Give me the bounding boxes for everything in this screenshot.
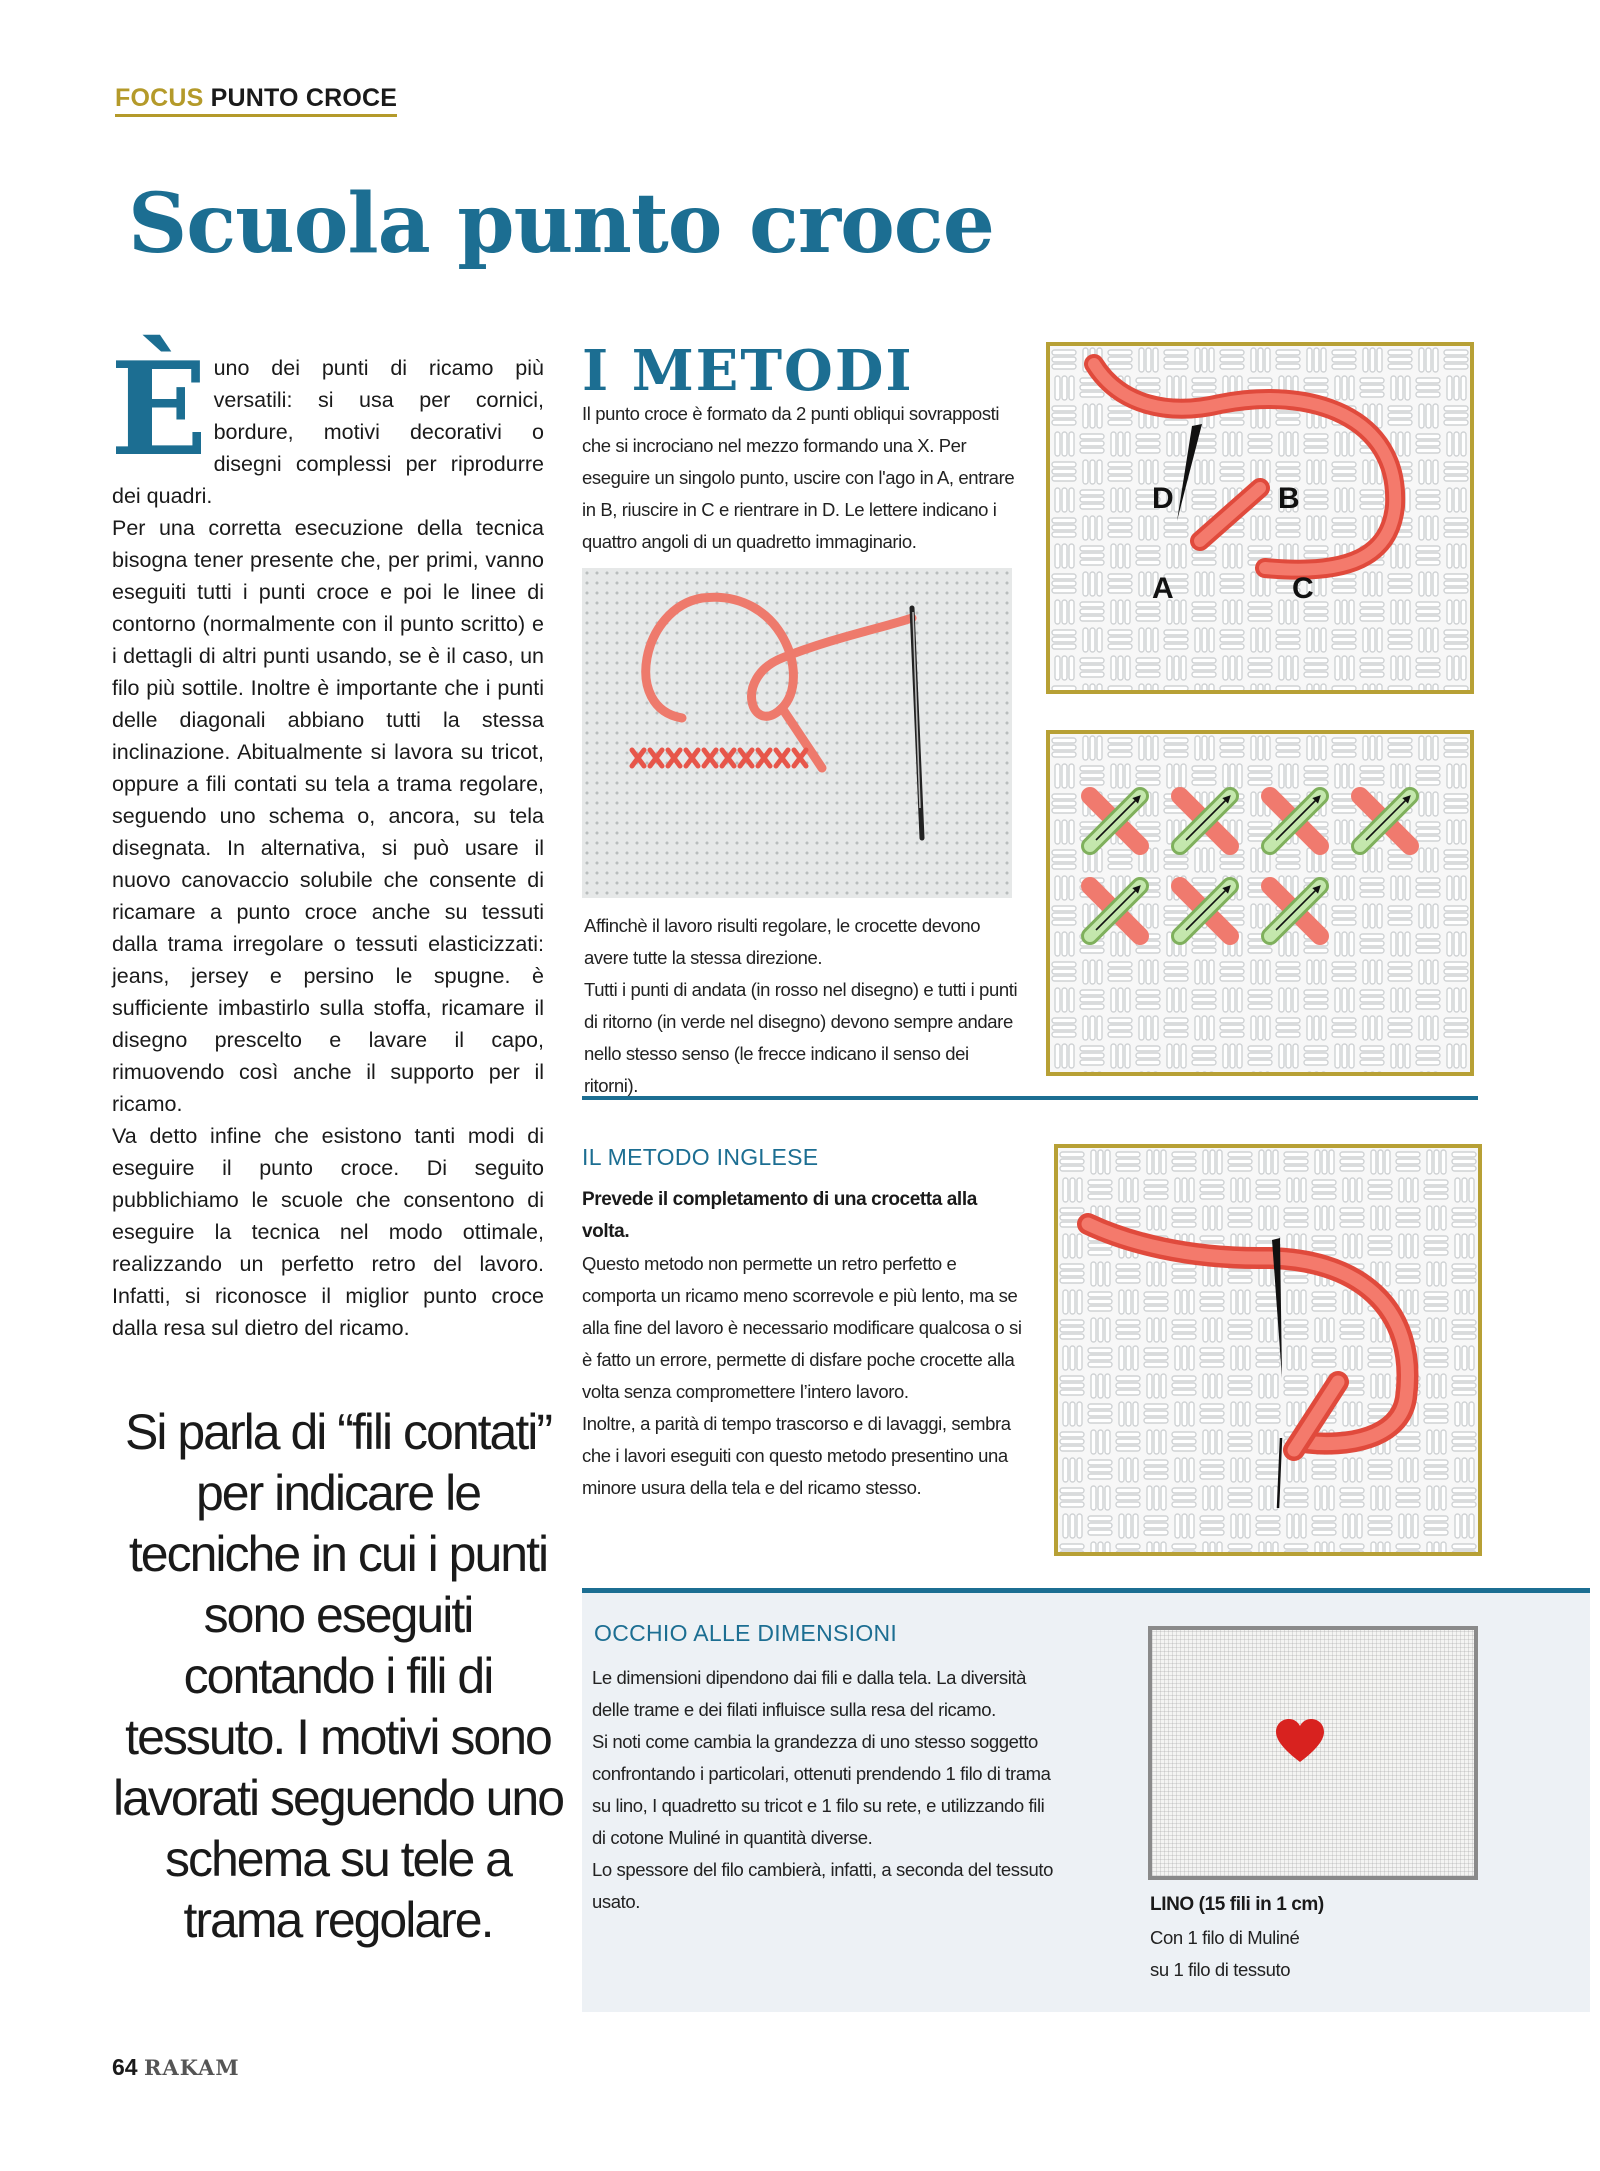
label-c: C	[1292, 572, 1314, 605]
inglese-text-2: Inoltre, a parità di tempo trascorso e di lavaggi, sembra che i lavori eseguiti con questo metodo presentino una minore usura della tela e del ricamo stesso.	[582, 1413, 1011, 1498]
intro-paragraph: uno dei punti di ricamo più versatili: si usa per cornici, bordure, motivi decorativi o disegni complessi per riprodurre dei quadri.	[112, 356, 544, 508]
embroidery-photo	[582, 568, 1012, 898]
inglese-title: IL METODO INGLESE	[582, 1144, 819, 1170]
english-method-graphic	[1058, 1148, 1478, 1552]
inglese-subtitle: Prevede il completamento di una crocetta alla volta.	[582, 1189, 977, 1242]
info-box-rule	[582, 1588, 1590, 1593]
label-b: B	[1278, 482, 1300, 515]
intro-text	[110, 335, 544, 1344]
dropcap: È	[110, 335, 208, 485]
inglese-text-1: Questo metodo non permette un retro perfetto e comporta un ricamo meno scorrevole e più lento, ma se alla fine del lavoro è necessario modificare qualcosa o si è fatto un errore, permette di disfare poche crocette alla volta senza compromettere l’intero lavoro.	[582, 1253, 1022, 1402]
intro-body-2: Va detto infine che esistono tanti modi di eseguire il punto croce. Di seguito pubblichiamo le scuole che consentono di eseguire la tecnica nel modo ottimale, realizzando un perfetto retro del lavoro. Infatti, si riconosce il miglior punto croce dalla resa sul dietro del ricamo.	[112, 1124, 544, 1340]
dimensioni-title: OCCHIO ALLE DIMENSIONI	[594, 1620, 898, 1646]
label-d: D	[1152, 482, 1174, 515]
kicker-rule	[115, 114, 397, 117]
label-a: A	[1152, 572, 1174, 605]
english-method-diagram	[1054, 1144, 1482, 1556]
embroidery-photo-illustration	[582, 568, 1012, 898]
metodi-caption-2: Tutti i punti di andata (in rosso nel disegno) e tutti i punti di ritorno (in verde nel disegno) devono sempre andare nello stesso senso (le frecce indicano il senso dei ritorni).	[584, 979, 1018, 1096]
dimensioni-text	[592, 1662, 1054, 1918]
metodi-caption-1: Affinchè il lavoro risulti regolare, le crocette devono avere tutte la stessa direzione.	[584, 915, 981, 968]
stitch-diagram-abcd-graphic	[1050, 346, 1470, 690]
lino-caption-title: LINO (15 fili in 1 cm)	[1150, 1894, 1324, 1915]
page-title: Scuola punto croce	[128, 176, 994, 272]
kicker-colored: FOCUS	[115, 84, 204, 112]
stitch-diagram-abcd	[1046, 342, 1474, 694]
stitch-direction-diagram	[1046, 730, 1474, 1076]
dimensioni-text-1: Le dimensioni dipendono dai fili e dalla tela. La diversità delle trame e dei filati influisce sulla resa del ricamo.	[592, 1667, 1027, 1720]
metodi-caption	[584, 910, 1024, 1102]
metodi-text: Il punto croce è formato da 2 punti obliqui sovrapposti che si incrociano nel mezzo formando una X. Per eseguire un singolo punto, uscire con l'ago in A, entrare in B, riuscire in C e rientrare in D. Le lettere indicano i quattro angoli di un quadretto immaginario.	[582, 403, 1015, 552]
pull-quote: Si parla di “fili contati” per indicare le tecniche in cui i punti sono eseguiti contando i fili di tessuto. I motivi sono lavorati seguendo uno schema su tele a trama regolare.	[112, 1404, 564, 1948]
inglese-text	[582, 1248, 1022, 1504]
page-number: 64	[112, 2054, 138, 2080]
section-divider	[582, 1096, 1478, 1100]
magazine-name: RAKAM	[143, 2055, 240, 2080]
kicker-plain: PUNTO CROCE	[210, 84, 398, 112]
heart-icon	[1152, 1630, 1474, 1876]
lino-caption-line-2: su 1 filo di tessuto	[1150, 1959, 1291, 1980]
page-footer	[112, 2054, 240, 2081]
dimensioni-text-3: Lo spessore del filo cambierà, infatti, a seconda del tessuto usato.	[592, 1859, 1053, 1912]
section-kicker	[115, 84, 397, 113]
metodi-title: I METODI	[582, 338, 914, 404]
lino-caption-line-1: Con 1 filo di Muliné	[1150, 1927, 1300, 1948]
intro-body: Per una corretta esecuzione della tecnica bisogna tener presente che, per primi, vanno eseguiti tutti i punti croce e poi le linee di contorno (normalmente con il punto scritto) e i dettagli di altri punti usando, se è il caso, un filo più sottile. Inoltre è importante che i punti delle diagonali abbiano tutti la stessa inclinazione. Abitualmente si lavora su tricot, oppure a fili contati su tela a trama regolare, seguendo uno schema o, ancora, su tela disegnata. In alternativa, si può usare il nuovo canovaccio solubile che consente di ricamare a punto croce anche su tessuti dalla trama irregolare o tessuti elasticizzati: jeans, jersey e persino le spugne. è sufficiente imbastirlo sulla stoffa, ricamare il disegno prescelto e lavare il capo, rimuovendo così anche il supporto per il ricamo.	[112, 516, 544, 1116]
lino-sample-photo	[1148, 1626, 1478, 1880]
stitch-direction-graphic	[1050, 734, 1470, 1072]
dimensioni-text-2: Si noti come cambia la grandezza di uno stesso soggetto confrontando i particolari, ottenuti prendendo 1 filo di trama su lino, I quadretto su tricot e 1 filo su rete, e utilizzando fili di cotone Muliné in quantità diverse.	[592, 1731, 1051, 1848]
